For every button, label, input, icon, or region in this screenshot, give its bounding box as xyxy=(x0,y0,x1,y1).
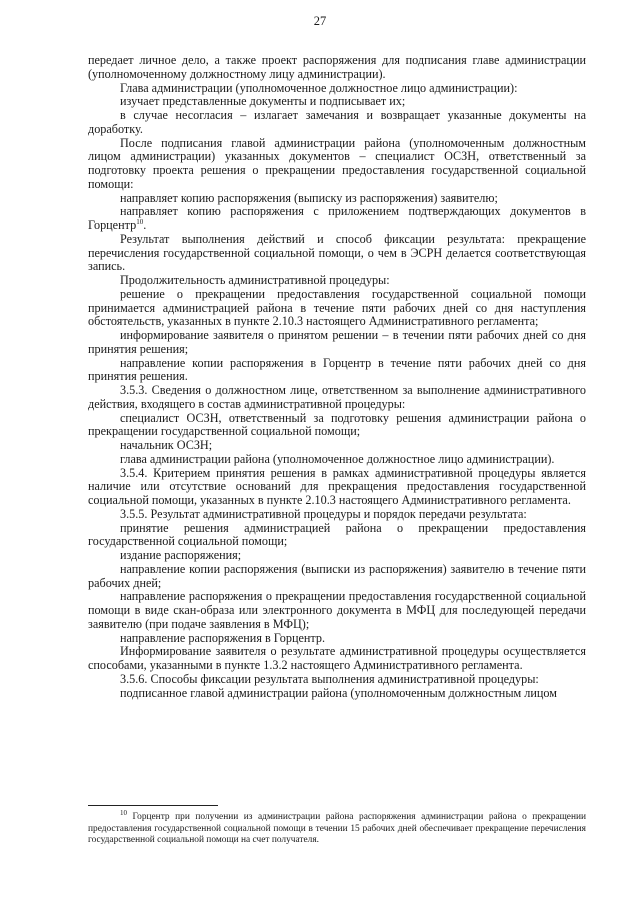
footnote-marker: 10 xyxy=(120,808,127,817)
paragraph: направление копии распоряжения в Горцентр в течение пяти рабочих дней со дня принятия решения. xyxy=(88,355,586,384)
page-number: 27 xyxy=(313,14,327,28)
paragraph: 3.5.3. Сведения о должностном лице, ответственном за выполнение административного действия, входящего в состав административной процедуры: xyxy=(88,383,586,411)
paragraph: принятие решения администрацией района о прекращении предоставления государственной социальной помощи; xyxy=(88,520,586,549)
paragraph: Глава администрации (уполномоченное должностное лицо администрации): xyxy=(120,80,518,95)
paragraph: глава администрации района (уполномоченное должностное лицо администрации). xyxy=(120,451,555,466)
footnote xyxy=(88,808,586,847)
footnote-body: Горцентр при получении из администрации района распоряжения администрации района о прекращении предоставления государственной социальной помощи в течении 15 рабочих дней обеспечивает прекращение перечисления государственной социальной помощи на счет получателя. xyxy=(88,812,586,845)
paragraph: подписанное главой администрации района (уполномоченным должностным лицом xyxy=(120,685,557,700)
paragraph: 3.5.5. Результат административной процедуры и порядок передачи результата: xyxy=(120,506,527,521)
paragraph: издание распоряжения; xyxy=(120,548,242,562)
paragraph: начальник ОСЗН; xyxy=(120,438,213,452)
paragraph: Продолжительность административной процедуры: xyxy=(120,273,390,287)
paragraph: передает личное дело, а также проект распоряжения для подписания главе администрации (уполномоченному должностному лицу администрации). xyxy=(88,53,586,81)
footnote-reference[interactable]: 10 xyxy=(136,217,144,226)
paragraph: 3.5.4. Критерием принятия решения в рамках административной процедуры является наличие или отсутствие оснований для прекращения предоставления государственной социальной помощи, указанных в пункте 2.10.3 настоящего Административного регламента. xyxy=(88,465,586,507)
body-text xyxy=(88,54,586,700)
paragraph: направление распоряжения в Горцентр. xyxy=(120,630,326,645)
paragraph: информирование заявителя о принятом решении – в течении пяти рабочих дней со дня принятия решения; xyxy=(88,328,586,356)
footnote-separator xyxy=(88,805,218,806)
paragraph: После подписания главой администрации района (уполномоченным должностным лицом администрации) указанных документов – специалист ОСЗН, ответственный за подготовку проекта решения о прекращении предоставления государственной социальной помощи: xyxy=(88,135,586,191)
paragraph: Результат выполнения действий и способ фиксации результата: прекращение перечисления государственной социальной помощи, о чем в ЭСРН делается соответствующая запись. xyxy=(88,231,586,274)
paragraph: Информирование заявителя о результате административной процедуры осуществляется способами, указанными в пункте 1.3.2 настоящего Административного регламента. xyxy=(88,644,586,672)
paragraph: специалист ОСЗН, ответственный за подготовку решения администрации района о прекращении государственной социальной помощи; xyxy=(88,410,586,439)
footnote-text xyxy=(88,808,586,847)
paragraph-tail: . xyxy=(143,218,147,232)
paragraph: направляет копию распоряжения (выписку из распоряжения) заявителю; xyxy=(120,190,498,205)
paragraph: направление распоряжения о прекращении предоставления государственной социальной помощи в виде скан-образа или электронного документа в МФЦ для последующей передачи заявителю (при подаче заявления в МФЦ); xyxy=(88,589,586,631)
paragraph: 3.5.6. Способы фиксации результата выполнения административной процедуры: xyxy=(120,671,539,686)
paragraph: решение о прекращении предоставления государственной социальной помощи принимается администрацией района в течение пяти рабочих дней со дня наступления обстоятельств, указанных в пункте 2.10.3 настоящего Административного регламента; xyxy=(88,286,586,329)
paragraph-text: направляет копию распоряжения с приложением подтверждающих документов в Горцентр xyxy=(88,204,586,232)
paragraph: в случае несогласия – излагает замечания и возвращает указанные документы на доработку. xyxy=(88,108,586,136)
paragraph-with-footnote xyxy=(88,205,586,233)
paragraph: направление копии распоряжения (выписки из распоряжения) заявителю в течение пяти рабочих дней; xyxy=(88,561,586,590)
paragraph: изучает представленные документы и подписывает их; xyxy=(120,94,406,109)
